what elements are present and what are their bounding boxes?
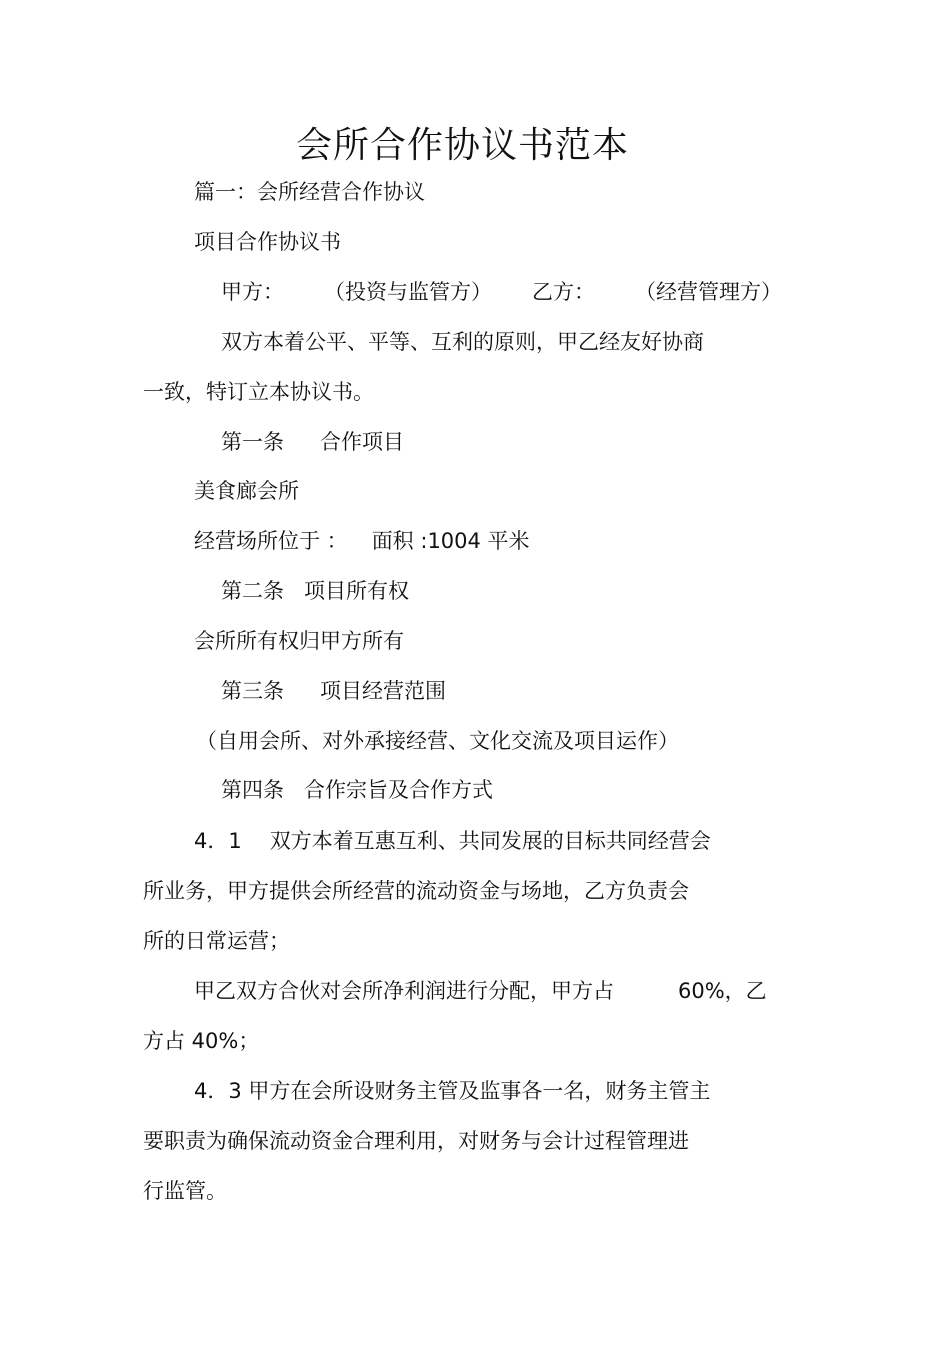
article-2-number: 第二条 (221, 579, 284, 603)
clause-4-1-line-1 (194, 827, 711, 855)
article-2-title: 项目所有权 (304, 579, 409, 603)
clause-4-1-text: 双方本着互惠互利、共同发展的目标共同经营会 (269, 829, 711, 853)
area-text: 面积 :1004 平米 (371, 529, 530, 553)
project-name: 美食廊会所 (194, 479, 299, 503)
location-line (194, 527, 530, 555)
ownership-text: 会所所有权归甲方所有 (194, 629, 404, 653)
location-label: 经营场所位于 ： (194, 529, 348, 553)
clause-4-1-line-3: 所的日常运营； (143, 929, 290, 953)
party-a-label: 甲方： (221, 280, 284, 304)
party-b-label: 乙方： (532, 280, 595, 304)
intro-line-2: 一致，特订立本协议书。 (143, 380, 374, 404)
article-4-title: 合作宗旨及合作方式 (304, 778, 493, 802)
clause-4-1-number: 4．1 (194, 829, 242, 853)
clause-4-3-line-2: 要职责为确保流动资金合理利用，对财务与会计过程管理进 (143, 1129, 689, 1153)
intro-line-1: 双方本着公平、平等、互利的原则，甲乙经友好协商 (221, 330, 704, 354)
clause-4-3-line-1: 4．3 甲方在会所设财务主管及监事各一名，财务主管主 (194, 1079, 711, 1103)
chapter-heading: 篇一：会所经营合作协议 (194, 180, 425, 204)
article-1-heading (221, 428, 404, 456)
profit-text: 甲乙双方合伙对会所净利润进行分配，甲方占 (194, 979, 614, 1003)
agreement-subtitle: 项目合作协议书 (194, 230, 341, 254)
scope-text: （自用会所、对外承接经营、文化交流及项目运作） (196, 729, 679, 753)
article-3-heading (221, 677, 446, 705)
article-3-title: 项目经营范围 (320, 679, 446, 703)
party-a-role: （投资与监管方） (324, 280, 492, 304)
party-b-role: （经营管理方） (635, 280, 782, 304)
profit-line-2: 方占 40%； (143, 1029, 260, 1053)
profit-line-1 (194, 977, 767, 1005)
profit-share-a: 60%，乙 (678, 979, 767, 1003)
article-4-heading (221, 776, 493, 804)
article-3-number: 第三条 (221, 679, 284, 703)
article-4-number: 第四条 (221, 778, 284, 802)
article-1-title: 合作项目 (320, 430, 404, 454)
article-2-heading (221, 577, 409, 605)
clause-4-1-line-2: 所业务，甲方提供会所经营的流动资金与场地，乙方负责会 (143, 879, 689, 903)
clause-4-3-line-3: 行监管。 (143, 1179, 227, 1203)
document-title: 会所合作协议书范本 (295, 125, 629, 166)
parties-line (221, 278, 782, 306)
article-1-number: 第一条 (221, 430, 284, 454)
